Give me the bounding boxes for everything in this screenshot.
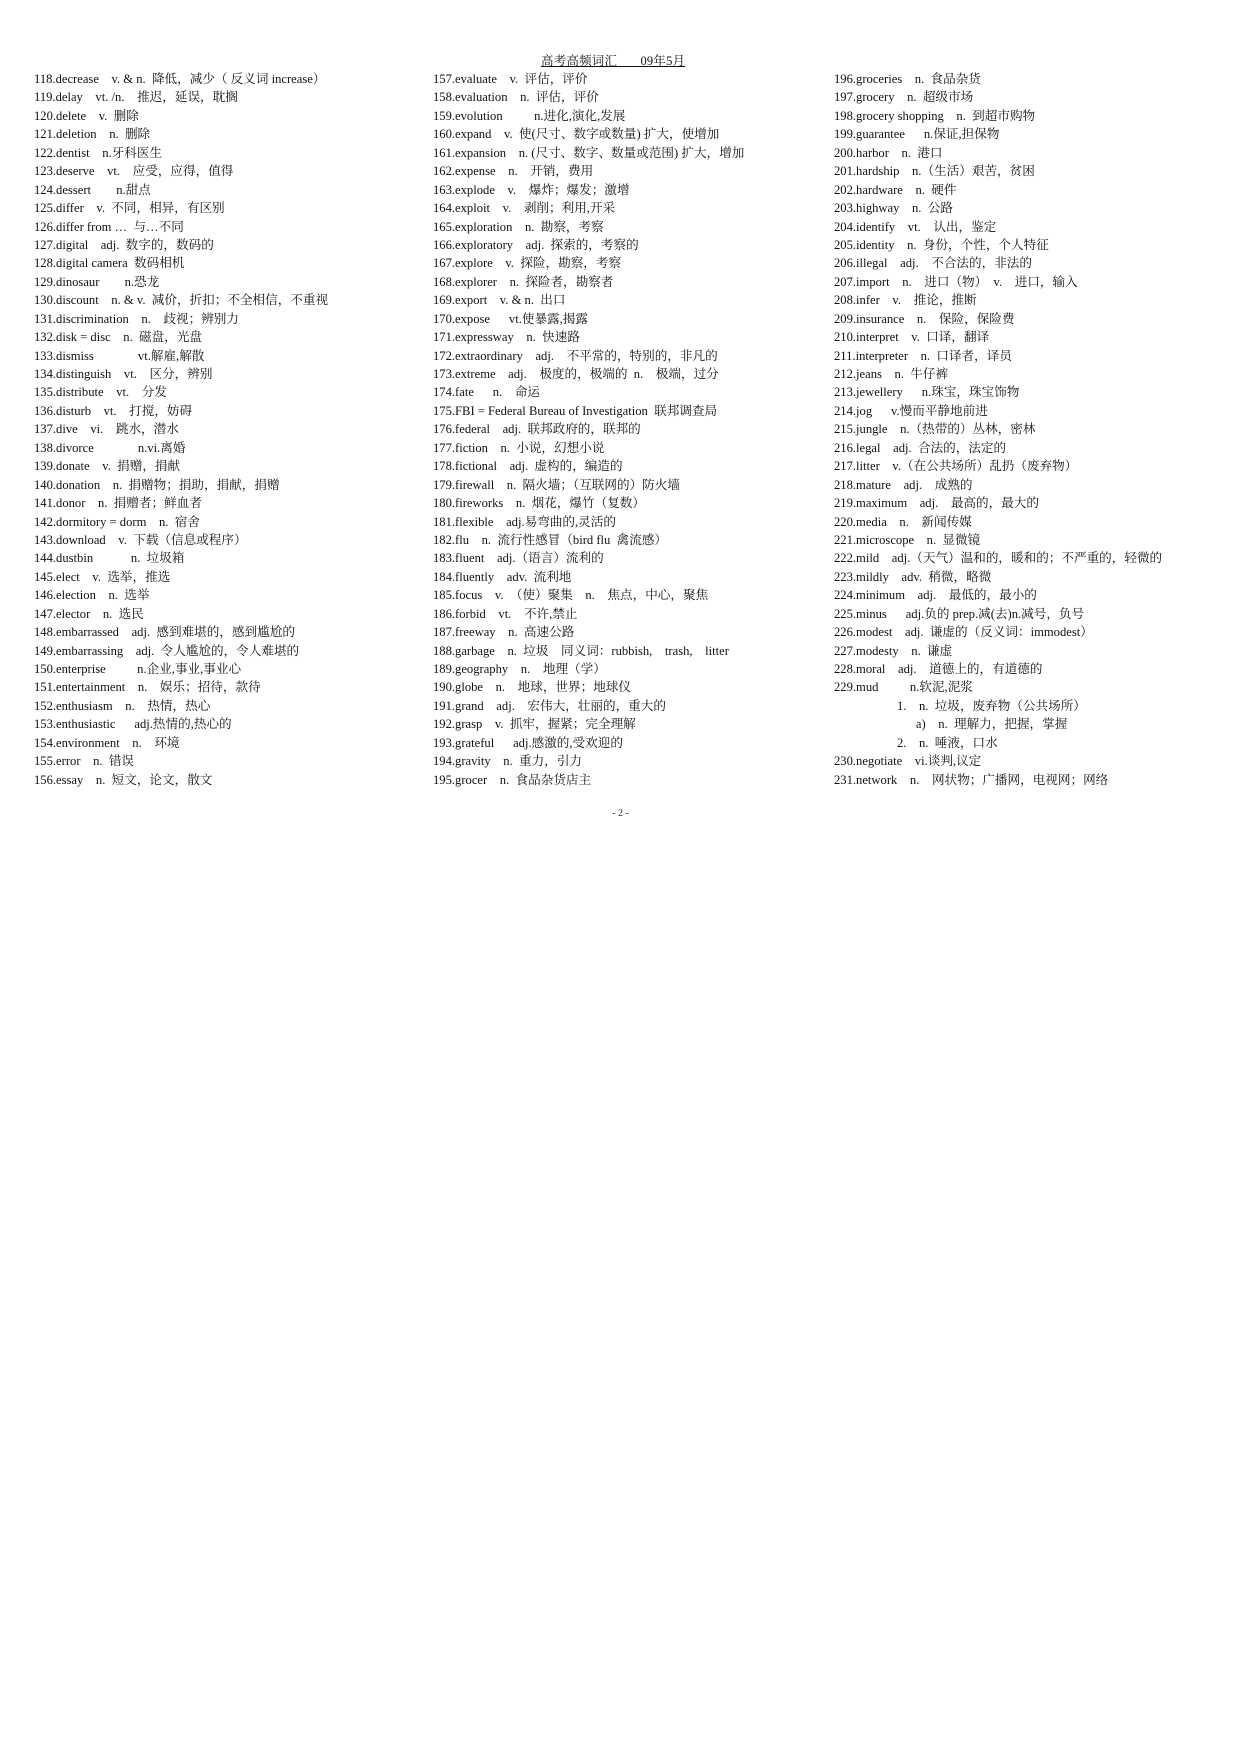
vocab-entry: 156.essay n. 短文，论文，散文 [34,772,213,787]
vocab-entry: 162.expense n. 开销，费用 [433,164,594,179]
vocab-entry: 137.dive vi. 跳水，潜水 [34,422,179,437]
vocab-entry: 204.identify vt. 认出，鉴定 [834,219,997,234]
vocab-entry: 161.expansion n. (尺寸、数字、数量或范围) 扩大，增加 [433,145,745,160]
vocab-entry: 176.federal adj. 联邦政府的，联邦的 [433,422,641,437]
vocab-entry: 141.donor n. 捐赠者；鲜血者 [34,496,202,511]
vocab-entry: 178.fictional adj. 虚构的，编造的 [433,459,623,474]
vocab-entry: 180.fireworks n. 烟花，爆竹（复数） [433,496,645,511]
vocab-entry: 198.grocery shopping n. 到超市购物 [834,108,1036,123]
vocab-entry: 184.fluently adv. 流利地 [433,569,572,584]
vocab-entry: 207.import n. 进口（物） v. 进口，输入 [834,274,1078,289]
vocab-entry: 197.grocery n. 超级市场 [834,90,974,105]
vocab-entry: 195.grocer n. 食品杂货店主 [433,772,592,787]
vocab-entry: 158.evaluation n. 评估，评价 [433,90,599,105]
vocab-entry: 214.jog v.慢而平静地前进 [834,403,988,418]
vocab-entry: 132.disk = disc n. 磁盘，光盘 [34,330,203,345]
vocab-entry: 142.dormitory = dorm n. 宿舍 [34,514,200,529]
vocab-entry: 225.minus adj.负的 prep.减(去)n.减号，负号 [834,606,1085,621]
vocab-entry: 135.distribute vt. 分发 [34,385,167,400]
vocab-entry: 140.donation n. 捐赠物；捐助，捐献，捐赠 [34,477,280,492]
vocab-entry: 134.distinguish vt. 区分，辨别 [34,367,213,381]
vocab-entry: 226.modest adj. 谦虚的（反义词：immodest） [834,625,1093,640]
vocab-entry: 149.embarrassing adj. 令人尴尬的，令人难堪的 [34,643,300,658]
vocab-entry: 128.digital camera 数码相机 [34,256,185,271]
vocab-entry: 222.mild adj.（天气）温和的，暖和的；不严重的，轻微的 [834,551,1163,566]
vocab-entry: 119.delay vt. /n. 推迟，延误，耽搁 [34,90,238,105]
vocab-entry: 205.identity n. 身份，个性，个人特征 [834,237,1049,252]
vocab-entry: 210.interpret v. 口译，翻译 [834,330,990,345]
vocab-entry: 131.discrimination n. 歧视；辨别力 [34,311,239,326]
vocab-entry: 168.explorer n. 探险者，勘察者 [433,274,614,289]
vocab-entry: 187.freeway n. 高速公路 [433,625,575,640]
vocab-entry: 118.decrease v. & n. 降低，减少（ 反义词 increase） [34,72,326,86]
vocab-entry: 166.exploratory adj. 探索的，考察的 [433,237,639,252]
vocab-entry: 220.media n. 新闻传媒 [834,514,972,529]
vocab-entry: 146.election n. 选举 [34,588,150,603]
vocab-entry: 211.interpreter n. 口译者，译员 [834,348,1012,363]
vocab-entry: 227.modesty n. 谦虚 [834,643,953,658]
vocab-entry: 163.explode v. 爆炸；爆发；激增 [433,182,630,197]
vocab-entry: 209.insurance n. 保险，保险费 [834,311,1015,326]
vocab-entry: 216.legal adj. 合法的，法定的 [834,440,1007,455]
vocab-entry: 231.network n. 网状物；广播网，电视网；网络 [834,772,1109,787]
vocab-entry: 151.entertainment n. 娱乐；招待，款待 [34,680,261,695]
vocab-entry: 224.minimum adj. 最低的，最小的 [834,588,1037,603]
vocab-entry: 199.guarantee n.保证,担保物 [834,127,1000,142]
vocab-column-2 [433,70,833,789]
vocab-entry: 133.dismiss vt.解雇,解散 [34,348,205,363]
vocab-entry: 160.expand v. 使(尺寸、数字或数量) 扩大，使增加 [433,127,720,142]
vocab-entry: 165.exploration n. 勘察，考察 [433,219,604,234]
vocab-entry: 179.firewall n. 隔火墙；（互联网的）防火墙 [433,477,680,492]
vocab-entry: 202.hardware n. 硬件 [834,182,957,197]
vocab-column-3 [834,70,1234,789]
vocab-entry: 174.fate n. 命运 [433,385,541,400]
vocab-entry: 223.mildly adv. 稍微，略微 [834,569,992,584]
vocab-entry: 186.forbid vt. 不许,禁止 [433,606,578,621]
vocab-entry: 192.grasp v. 抓牢，握紧；完全理解 [433,717,636,732]
vocab-entry: 148.embarrassed adj. 感到难堪的，感到尴尬的 [34,625,295,640]
vocab-entry: 172.extraordinary adj. 不平常的，特别的，非凡的 [433,348,718,363]
vocab-entry: 177.fiction n. 小说，幻想小说 [433,440,605,455]
vocab-column-1 [34,70,434,789]
vocab-entry: 130.discount n. & v. 减价，折扣；不全相信，不重视 [34,293,329,308]
vocab-entry: 2. n. 唾液，口水 [834,735,998,750]
vocab-entry: 190.globe n. 地球，世界；地球仪 [433,680,631,695]
vocab-entry: 194.gravity n. 重力，引力 [433,754,583,769]
vocab-entry: 196.groceries n. 食品杂货 [834,72,981,86]
vocab-entry: 191.grand adj. 宏伟大，壮丽的，重大的 [433,698,666,713]
vocab-entry: 170.expose vt.使暴露,揭露 [433,311,588,326]
vocab-entry: 159.evolution n.进化,演化,发展 [433,108,626,123]
vocab-entry: 147.elector n. 选民 [34,606,144,621]
vocab-entry: 171.expressway n. 快速路 [433,330,580,345]
vocab-entry: 164.exploit v. 剥削；利用,开采 [433,201,616,216]
vocab-entry: 203.highway n. 公路 [834,201,953,216]
vocab-entry: 153.enthusiastic adj.热情的,热心的 [34,717,232,732]
vocab-entry: 229.mud n.软泥,泥浆 [834,680,973,695]
vocab-entry: 126.differ from … 与…不同 [34,219,184,234]
vocab-entry: 181.flexible adj.易弯曲的,灵活的 [433,514,616,529]
header-title: 高考高频词汇 [541,54,618,68]
vocab-entry: 120.delete v. 删除 [34,108,139,123]
vocab-entry: 206.illegal adj. 不合法的，非法的 [834,256,1032,271]
vocab-entry: 230.negotiate vi.谈判,议定 [834,754,982,769]
vocab-entry: 129.dinosaur n.恐龙 [34,274,160,289]
vocab-entry: 127.digital adj. 数字的，数码的 [34,237,214,252]
vocab-entry: 167.explore v. 探险，勘察，考察 [433,256,622,271]
vocab-entry: 189.geography n. 地理（学） [433,662,606,676]
vocab-entry: 152.enthusiasm n. 热情，热心 [34,698,211,713]
vocab-entry: 169.export v. & n. 出口 [433,293,566,308]
vocab-entry: 123.deserve vt. 应受，应得，值得 [34,164,234,179]
vocab-entry: 215.jungle n.（热带的）丛林，密林 [834,422,1036,437]
vocab-entry: a) n. 理解力，把握，掌握 [834,717,1068,732]
vocab-entry: 183.fluent adj.（语言）流利的 [433,551,604,566]
vocab-entry: 182.flu n. 流行性感冒（bird flu 禽流感） [433,532,668,547]
vocab-entry: 125.differ v. 不同，相异，有区别 [34,201,225,216]
page-header [541,51,685,69]
vocab-entry: 138.divorce n.vi.离婚 [34,440,186,455]
vocab-entry: 185.focus v. （使）聚集 n. 焦点，中心，聚焦 [433,588,709,603]
vocab-entry: 154.environment n. 环境 [34,735,180,750]
vocab-entry: 200.harbor n. 港口 [834,145,943,160]
vocab-entry: 228.moral adj. 道德上的，有道德的 [834,662,1043,676]
vocab-entry: 201.hardship n.（生活）艰苦，贫困 [834,164,1035,179]
vocab-entry: 136.disturb vt. 打搅，妨碍 [34,403,193,418]
vocab-entry: 139.donate v. 捐赠，捐献 [34,459,181,474]
vocab-entry: 219.maximum adj. 最高的，最大的 [834,496,1039,511]
vocab-entry: 121.deletion n. 删除 [34,127,151,142]
vocab-entry: 150.enterprise n.企业,事业,事业心 [34,662,242,676]
vocab-entry: 188.garbage n. 垃圾 同义词：rubbish, trash, litter [433,643,729,658]
page-number: - 2 - [612,808,629,819]
vocab-entry: 122.dentist n.牙科医生 [34,145,163,160]
vocab-entry: 212.jeans n. 牛仔裤 [834,367,949,381]
header-date: 09年5月 [640,54,686,68]
vocab-entry: 221.microscope n. 显微镜 [834,532,981,547]
vocab-entry: 144.dustbin n. 垃圾箱 [34,551,185,566]
vocab-entry: 157.evaluate v. 评估，评价 [433,72,588,86]
vocab-entry: 193.grateful adj.感激的,受欢迎的 [433,735,623,750]
vocab-entry: 218.mature adj. 成熟的 [834,477,973,492]
vocab-entry: 175.FBI = Federal Bureau of Investigation 联邦调查局 [433,403,718,418]
vocab-entry: 145.elect v. 选举，推选 [34,569,171,584]
vocab-entry: 1. n. 垃圾，废弃物（公共场所） [834,698,1086,713]
vocab-entry: 173.extreme adj. 极度的，极端的 n. 极端，过分 [433,367,719,381]
vocab-entry: 208.infer v. 推论，推断 [834,293,977,308]
vocab-entry: 213.jewellery n.珠宝，珠宝饰物 [834,385,1020,400]
vocab-entry: 124.dessert n.甜点 [34,182,151,197]
vocab-entry: 217.litter v.（在公共场所）乱扔（废弃物） [834,459,1078,474]
vocab-entry: 155.error n. 错误 [34,754,135,769]
vocab-entry: 143.download v. 下载（信息或程序） [34,532,247,547]
